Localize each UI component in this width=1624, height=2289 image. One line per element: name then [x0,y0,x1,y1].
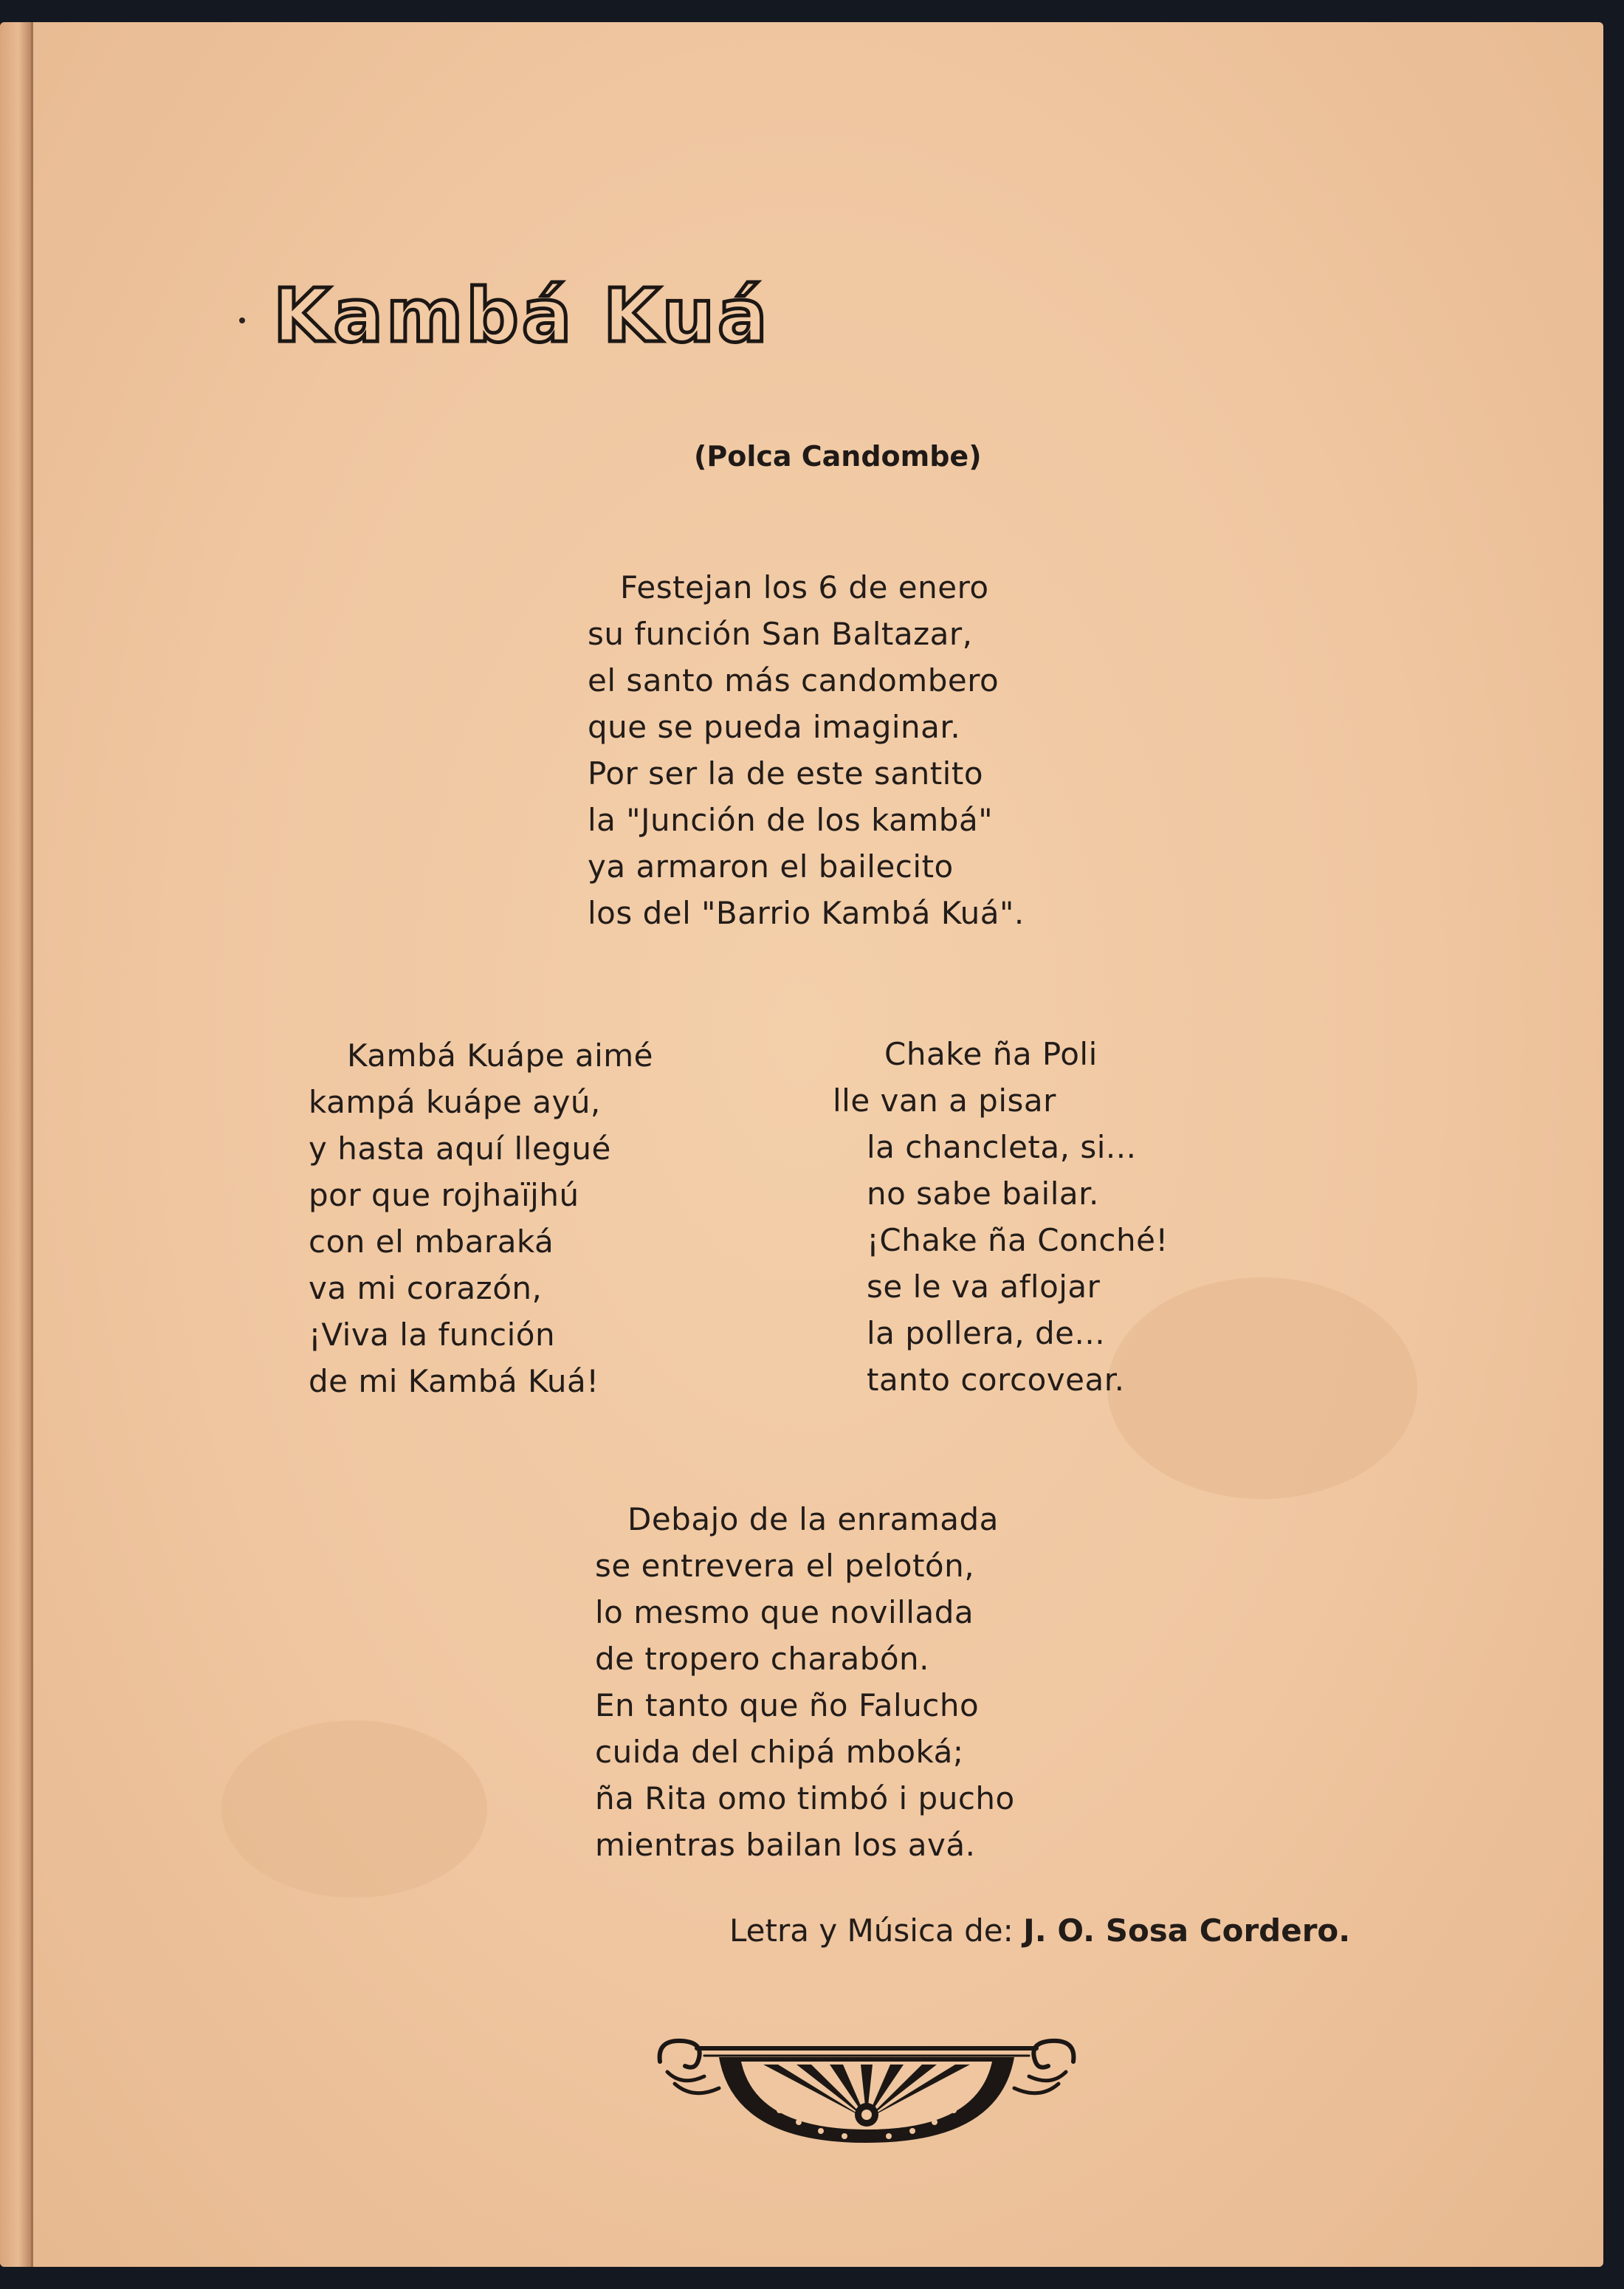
verse-line: el santo más candombero [588,662,999,699]
verse-line: ña Rita omo timbó i pucho [595,1780,1015,1816]
chorus-line: no sabe bailar. [867,1176,1099,1212]
credit-author: J. O. Sosa Cordero. [1023,1912,1351,1949]
chorus-line: ¡Viva la función [309,1317,556,1353]
chorus-line: la chancleta, si... [867,1129,1137,1165]
chorus-line: la pollera, de... [867,1315,1106,1351]
chorus-line: Chake ña Poli [884,1036,1098,1072]
paper-stain [221,1720,487,1898]
chorus-line: de mi Kambá Kuá! [309,1363,599,1399]
chorus-line: kampá kuápe ayú, [309,1084,601,1120]
verse-2 [595,1496,1015,1868]
chorus-line: Kambá Kuápe aimé [347,1037,654,1074]
chorus-left [309,1032,653,1404]
chorus-line: tanto corcovear. [867,1362,1125,1398]
verse-line: lo mesmo que novillada [595,1594,974,1630]
chorus-line: con el mbaraká [309,1224,554,1260]
chorus-line: lle van a pisar [833,1082,1056,1119]
song-credit [729,1912,1350,1949]
verse-1 [588,564,1025,936]
chorus-line: por que rojhaïjhú [309,1177,579,1213]
chorus-line: se le va aflojar [867,1269,1101,1305]
book-page [0,22,1603,2267]
chorus-right [833,1031,1169,1403]
verse-line: la "Junción de los kambá" [588,802,994,838]
verse-line: Festejan los 6 de enero [620,569,989,605]
credit-label: Letra y Música de: [729,1912,1014,1949]
verse-line: ya armaron el bailecito [588,848,954,885]
title-dot-mark [239,318,245,323]
verse-line: Por ser la de este santito [588,755,984,792]
verse-line: mientras bailan los avá. [595,1827,976,1863]
verse-line: su función San Baltazar, [588,616,973,652]
fan-ornament-icon [653,2032,1081,2150]
verse-line: Debajo de la enramada [627,1501,999,1537]
verse-line: En tanto que ño Falucho [595,1687,980,1723]
verse-line: se entrevera el pelotón, [595,1548,975,1584]
verse-line: los del "Barrio Kambá Kuá". [588,895,1025,931]
chorus-line: ¡Chake ña Conché! [867,1222,1169,1258]
song-subtitle: (Polca Candombe) [694,440,982,473]
chorus-line: va mi corazón, [309,1270,543,1306]
verse-line: de tropero charabón. [595,1641,930,1677]
song-title: Kambá Kuá [273,272,771,359]
verse-line: que se pueda imaginar. [588,709,961,745]
verse-line: cuida del chipá mboká; [595,1734,964,1770]
chorus-line: y hasta aquí llegué [309,1130,611,1167]
book-spine [0,22,33,2267]
